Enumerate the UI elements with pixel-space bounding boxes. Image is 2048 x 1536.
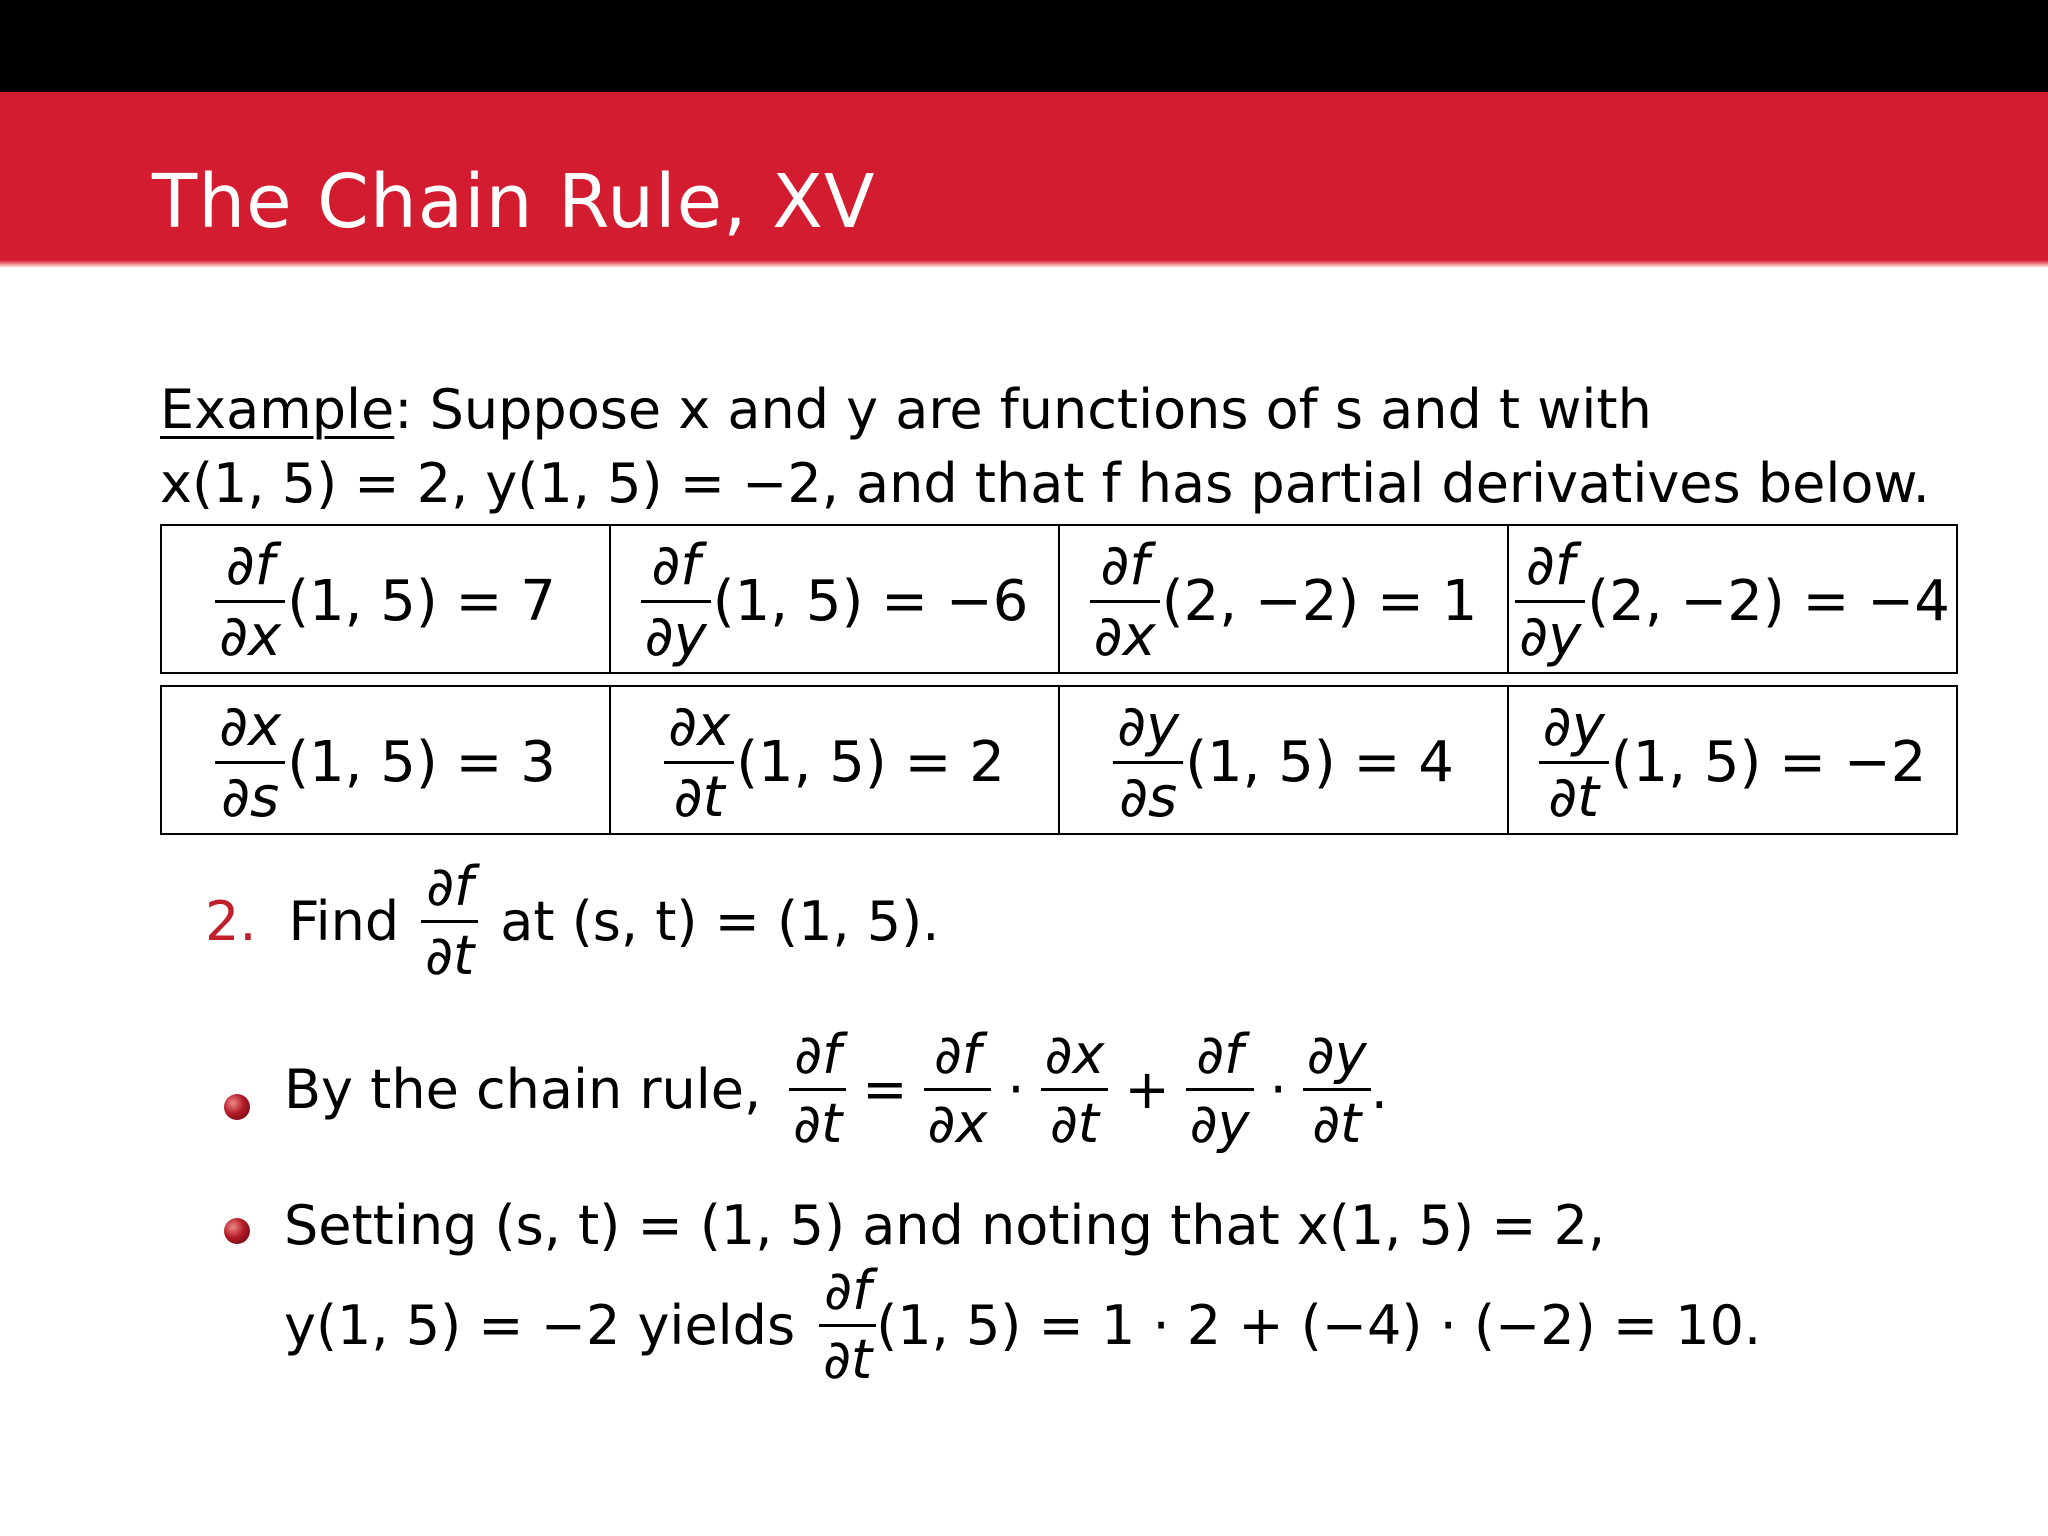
bullet-2-line-2-start: y(1, 5) = −2 yields bbox=[284, 1294, 796, 1357]
intro-line-1 bbox=[160, 378, 1652, 442]
term-2-fraction bbox=[1041, 1023, 1109, 1155]
intro-line-1-text: : Suppose x and y are functions of s and t with bbox=[394, 378, 1652, 441]
fraction-numerator: ∂f bbox=[934, 1023, 981, 1086]
fraction-numerator: ∂f bbox=[651, 533, 701, 598]
intro-line-2: x(1, 5) = 2, y(1, 5) = −2, and that f has partial derivatives below. bbox=[160, 452, 1930, 515]
equals-sign: = bbox=[862, 1058, 908, 1121]
fraction-numerator: ∂y bbox=[1306, 1023, 1367, 1086]
fraction-denominator: ∂y bbox=[1189, 1092, 1250, 1155]
table-cell bbox=[161, 525, 610, 673]
fraction-numerator: ∂x bbox=[668, 694, 731, 759]
table-cell bbox=[610, 686, 1059, 834]
cell-value: (2, −2) = 1 bbox=[1161, 569, 1478, 634]
fraction-denominator: ∂x bbox=[219, 604, 282, 669]
fraction-denominator: ∂t bbox=[425, 924, 475, 987]
table-cell bbox=[161, 686, 610, 834]
cell-value: (1, 5) = 4 bbox=[1185, 730, 1454, 795]
term-4-fraction bbox=[1303, 1023, 1371, 1155]
fraction-denominator: ∂t bbox=[1548, 765, 1600, 830]
fraction-denominator: ∂y bbox=[1519, 604, 1582, 669]
fraction-numerator: ∂y bbox=[1117, 694, 1180, 759]
fraction-denominator: ∂t bbox=[1312, 1092, 1362, 1155]
cell-value: (1, 5) = 3 bbox=[287, 730, 556, 795]
fraction-denominator: ∂t bbox=[823, 1328, 873, 1391]
fraction-denominator: ∂s bbox=[1119, 765, 1178, 830]
fraction-numerator: ∂f bbox=[824, 1259, 872, 1322]
fraction-numerator: ∂y bbox=[1542, 694, 1605, 759]
lhs-fraction bbox=[789, 1023, 846, 1155]
cell-value: (1, 5) = 7 bbox=[287, 569, 556, 634]
period: . bbox=[1370, 1058, 1388, 1121]
dot-operator: · bbox=[1007, 1058, 1025, 1121]
bullet-icon bbox=[224, 1094, 250, 1120]
cell-value: (2, −2) = −4 bbox=[1587, 569, 1950, 634]
fraction-numerator: ∂x bbox=[1044, 1023, 1105, 1086]
question-rest: at (s, t) = (1, 5). bbox=[500, 890, 940, 953]
fraction-denominator: ∂t bbox=[1049, 1092, 1100, 1155]
table-cell bbox=[610, 525, 1059, 673]
bullet-2-line-2 bbox=[284, 1259, 1762, 1391]
question-number: 2. bbox=[205, 890, 257, 953]
partials-table-row-1 bbox=[160, 524, 1958, 674]
bullet-1-text: By the chain rule, bbox=[284, 1058, 762, 1121]
fraction-numerator: ∂x bbox=[219, 694, 282, 759]
table-cell bbox=[1508, 525, 1957, 673]
fraction-numerator: ∂f bbox=[225, 533, 275, 598]
dot-operator: · bbox=[1269, 1058, 1287, 1121]
fraction-denominator: ∂x bbox=[927, 1092, 988, 1155]
fraction-numerator: ∂f bbox=[794, 1023, 842, 1086]
slide-title: The Chain Rule, XV bbox=[152, 159, 876, 245]
question-fraction bbox=[421, 855, 478, 987]
fraction-denominator: ∂y bbox=[644, 604, 707, 669]
bullet-2-line-1: Setting (s, t) = (1, 5) and noting that x(1, 5) = 2, bbox=[284, 1194, 1606, 1257]
fraction-denominator: ∂t bbox=[673, 765, 725, 830]
cell-value: (1, 5) = 2 bbox=[736, 730, 1005, 795]
table-cell bbox=[1508, 686, 1957, 834]
question-item bbox=[205, 855, 940, 987]
fraction-denominator: ∂t bbox=[793, 1092, 843, 1155]
question-find: Find bbox=[288, 890, 400, 953]
table-cell bbox=[1059, 686, 1508, 834]
term-3-fraction bbox=[1186, 1023, 1254, 1155]
fraction-numerator: ∂f bbox=[1100, 533, 1150, 598]
result-fraction bbox=[819, 1259, 876, 1391]
fraction-numerator: ∂f bbox=[1196, 1023, 1244, 1086]
fraction-denominator: ∂s bbox=[221, 765, 280, 830]
cell-value: (1, 5) = −2 bbox=[1610, 730, 1927, 795]
top-black-bar bbox=[0, 0, 2048, 92]
fraction-numerator: ∂f bbox=[1525, 533, 1575, 598]
fraction-denominator: ∂x bbox=[1093, 604, 1156, 669]
plus-operator: + bbox=[1124, 1058, 1170, 1121]
bullet-icon bbox=[224, 1218, 250, 1244]
cell-value: (1, 5) = −6 bbox=[712, 569, 1029, 634]
example-label: Example bbox=[160, 378, 395, 441]
term-1-fraction bbox=[924, 1023, 992, 1155]
bullet-2-result: (1, 5) = 1 · 2 + (−4) · (−2) = 10. bbox=[876, 1294, 1762, 1357]
bullet-1 bbox=[284, 1023, 1388, 1155]
fraction-numerator: ∂f bbox=[426, 855, 474, 918]
table-cell bbox=[1059, 525, 1508, 673]
partials-table-row-2 bbox=[160, 685, 1958, 835]
